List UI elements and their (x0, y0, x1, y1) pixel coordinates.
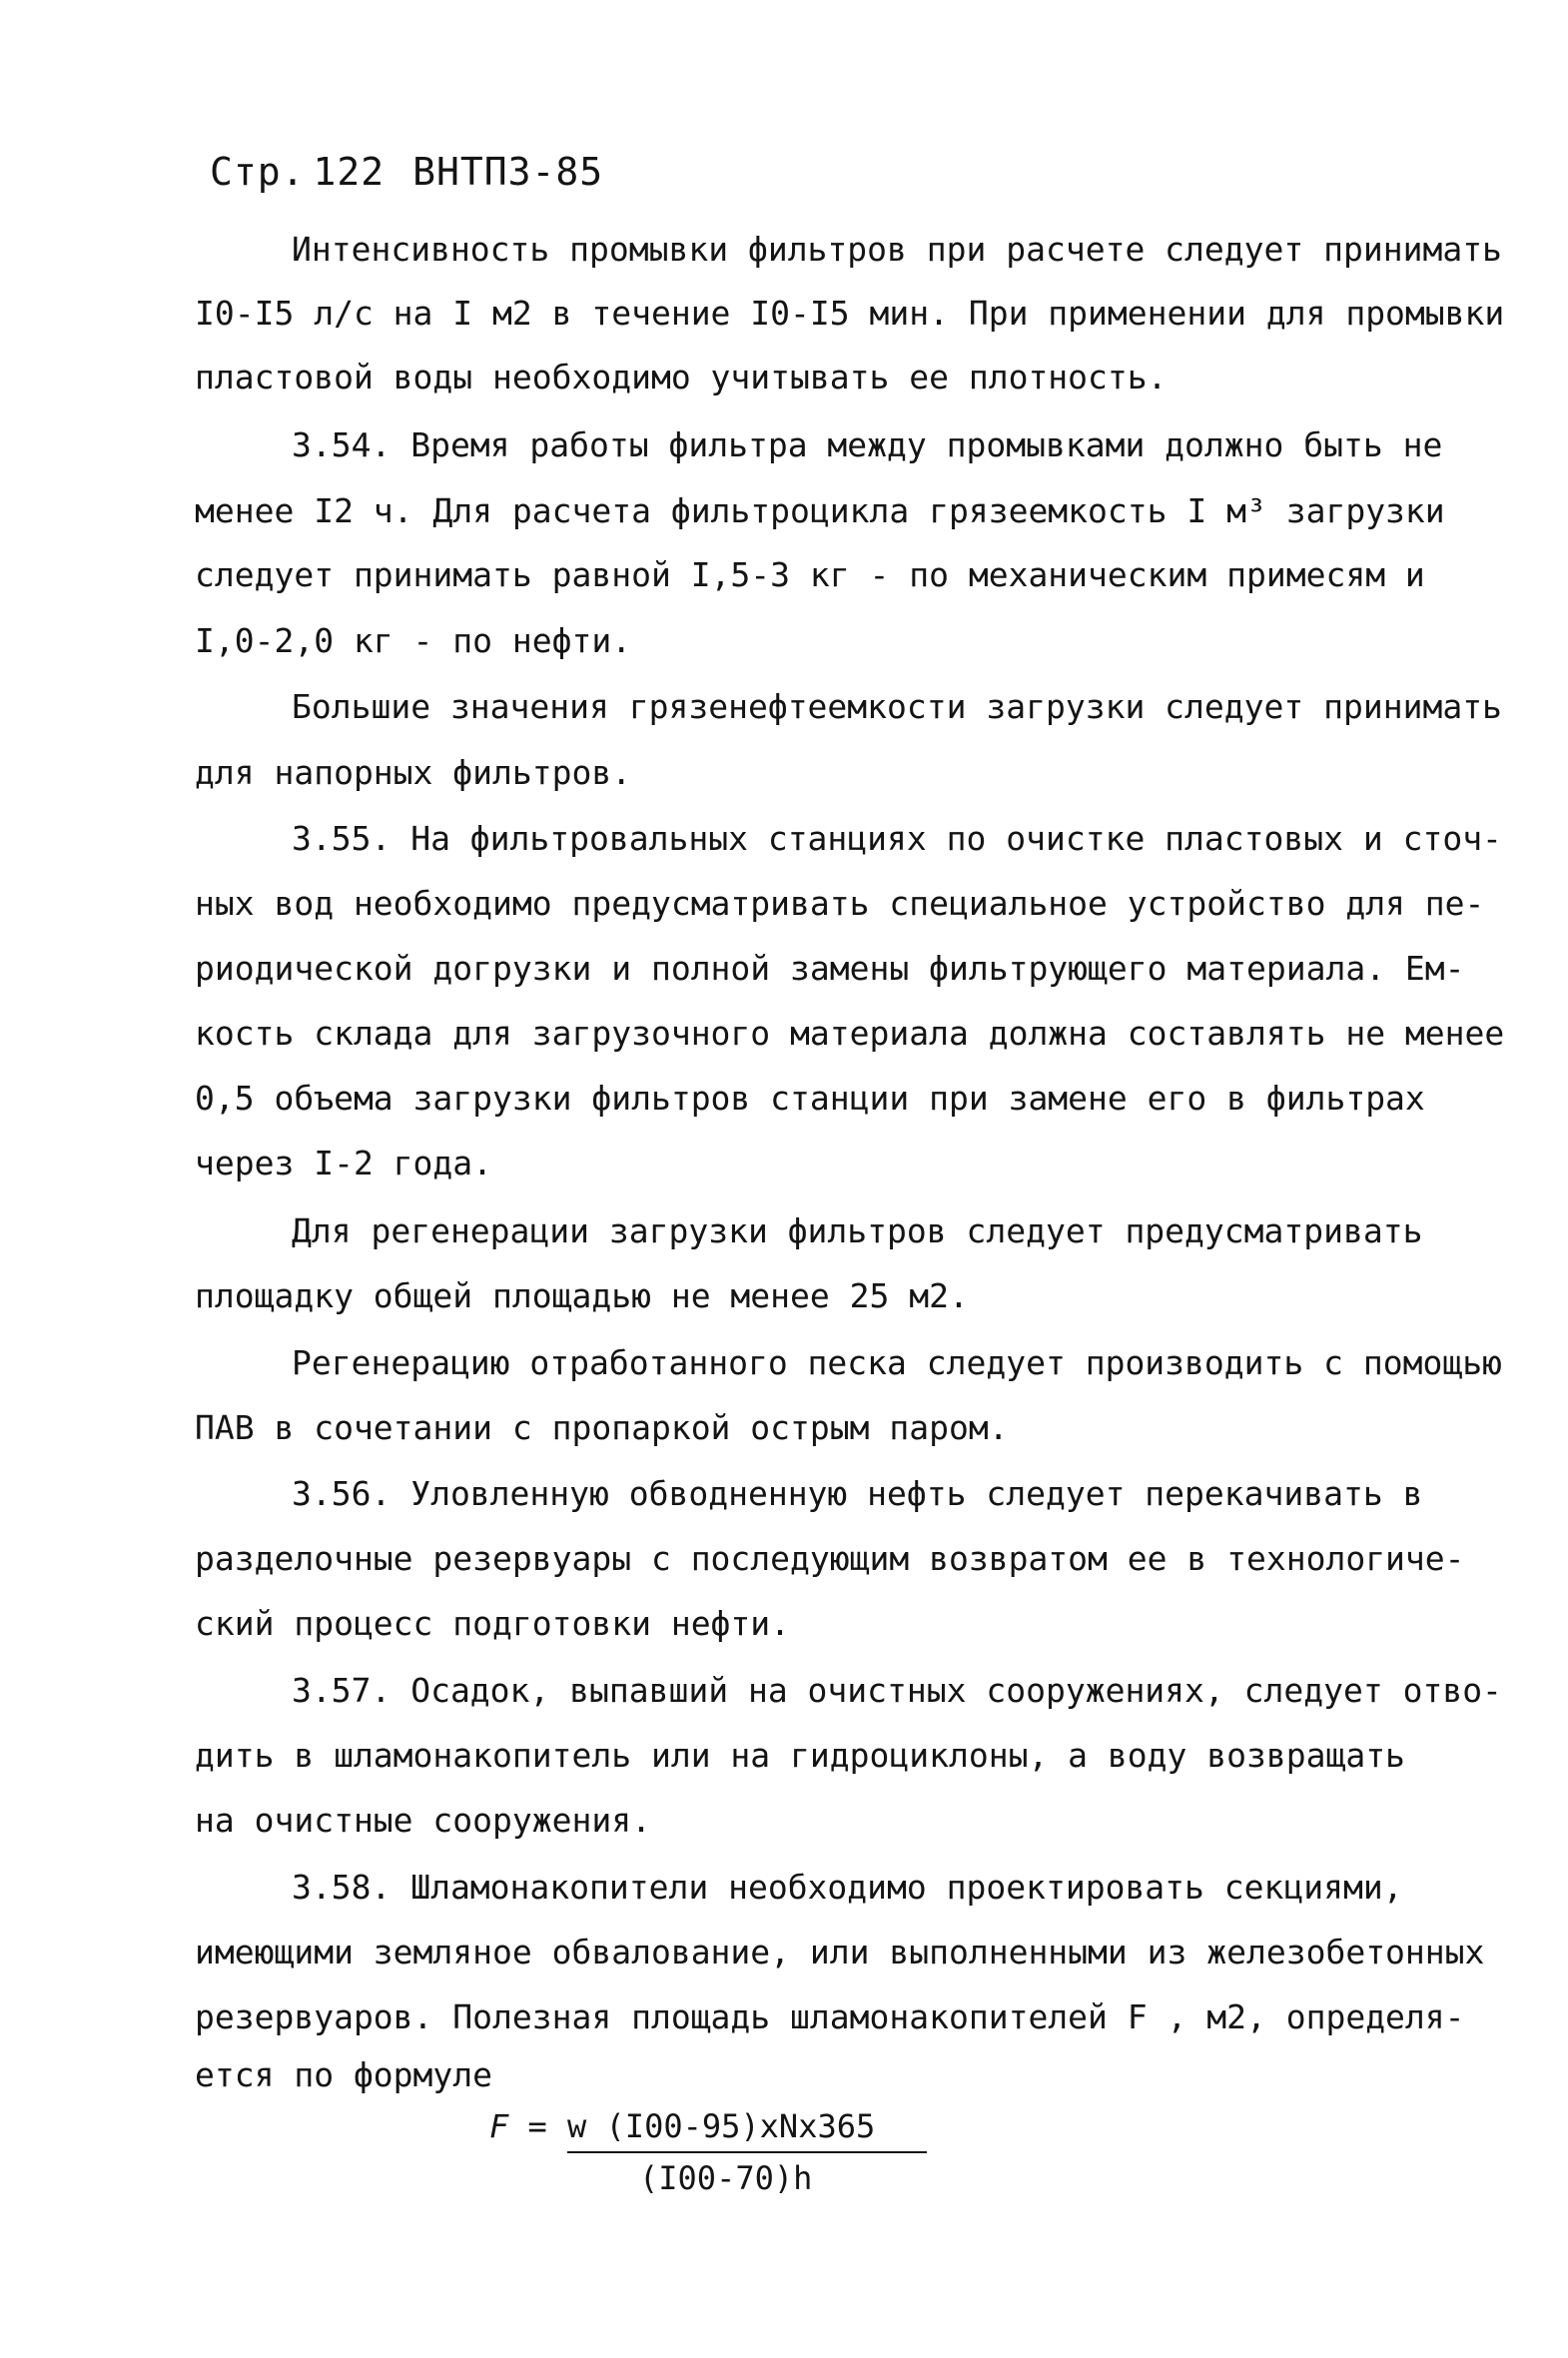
text-line: I,0-2,0 кг - по нефти. (195, 621, 632, 660)
text-line: 3.55. На фильтровальных станциях по очистке пластовых и сточ- (292, 819, 1502, 858)
text-line: менее I2 ч. Для расчета фильтроцикла грязеемкость I м³ загрузки (195, 491, 1445, 530)
text-line: разделочные резервуары с последующим возвратом ее в технологиче- (195, 1539, 1465, 1578)
text-line: ский процесс подготовки нефти. (195, 1604, 791, 1643)
text-line: I0-I5 л/с на I м2 в течение I0-I5 мин. При применении для промывки (195, 294, 1505, 333)
text-line: 3.54. Время работы фильтра между промывками должно быть не (292, 425, 1443, 464)
text-line: Регенерацию отработанного песка следует производить с помощью (292, 1343, 1502, 1382)
formula-lhs: F = (489, 2107, 547, 2145)
text-line: площадку общей площадью не менее 25 м2. (195, 1276, 969, 1315)
area-formula (489, 2107, 949, 2227)
text-line: имеющими земляное обвалование, или выполненными из железобетонных (195, 1933, 1485, 1971)
text-line: ПАВ в сочетании с пропаркой острым паром. (195, 1408, 1009, 1447)
page-label: Стр. (210, 150, 306, 194)
text-line: 3.58. Шламонакопители необходимо проектировать секциями, (292, 1868, 1403, 1907)
text-line: ных вод необходимо предусматривать специальное устройство для пе- (195, 884, 1485, 923)
document-code: ВНТП3-85 (412, 150, 604, 194)
page-number: 122 (313, 150, 386, 194)
text-line: Интенсивность промывки фильтров при расчете следует принимать (292, 230, 1502, 269)
text-line: Большие значения грязенефтеемкости загрузки следует принимать (292, 687, 1502, 726)
text-line: для напорных фильтров. (195, 753, 632, 792)
text-line: пластовой воды необходимо учитывать ее плотность. (195, 358, 1168, 396)
text-line: риодической догрузки и полной замены фильтрующего материала. Ем- (195, 949, 1465, 988)
text-line: через I-2 года. (195, 1144, 493, 1182)
text-line: следует принимать равной I,5-3 кг - по механическим примесям и (195, 555, 1425, 594)
text-line: 0,5 объема загрузки фильтров станции при замене его в фильтрах (195, 1079, 1425, 1118)
formula-numerator: w (I00-95)xNx365 (567, 2107, 876, 2145)
text-line: резервуаров. Полезная площадь шламонакопителей F , м2, определя- (195, 1997, 1465, 2036)
fraction-bar (567, 2151, 927, 2153)
page-header (210, 150, 603, 194)
text-line: дить в шламонакопитель или на гидроциклоны, а воду возвращать (195, 1736, 1405, 1775)
text-line: кость склада для загрузочного материала должна составлять не менее (195, 1014, 1505, 1053)
text-line: 3.56. Уловленную обводненную нефть следует перекачивать в (292, 1474, 1423, 1513)
text-line: Для регенерации загрузки фильтров следует предусматривать (292, 1211, 1423, 1250)
text-line: на очистные сооружения. (195, 1801, 651, 1840)
text-line: ется по формуле (195, 2055, 493, 2094)
formula-denominator: (I00-70)h (639, 2159, 813, 2197)
text-line: 3.57. Осадок, выпавший на очистных сооружениях, следует отво- (292, 1671, 1502, 1710)
